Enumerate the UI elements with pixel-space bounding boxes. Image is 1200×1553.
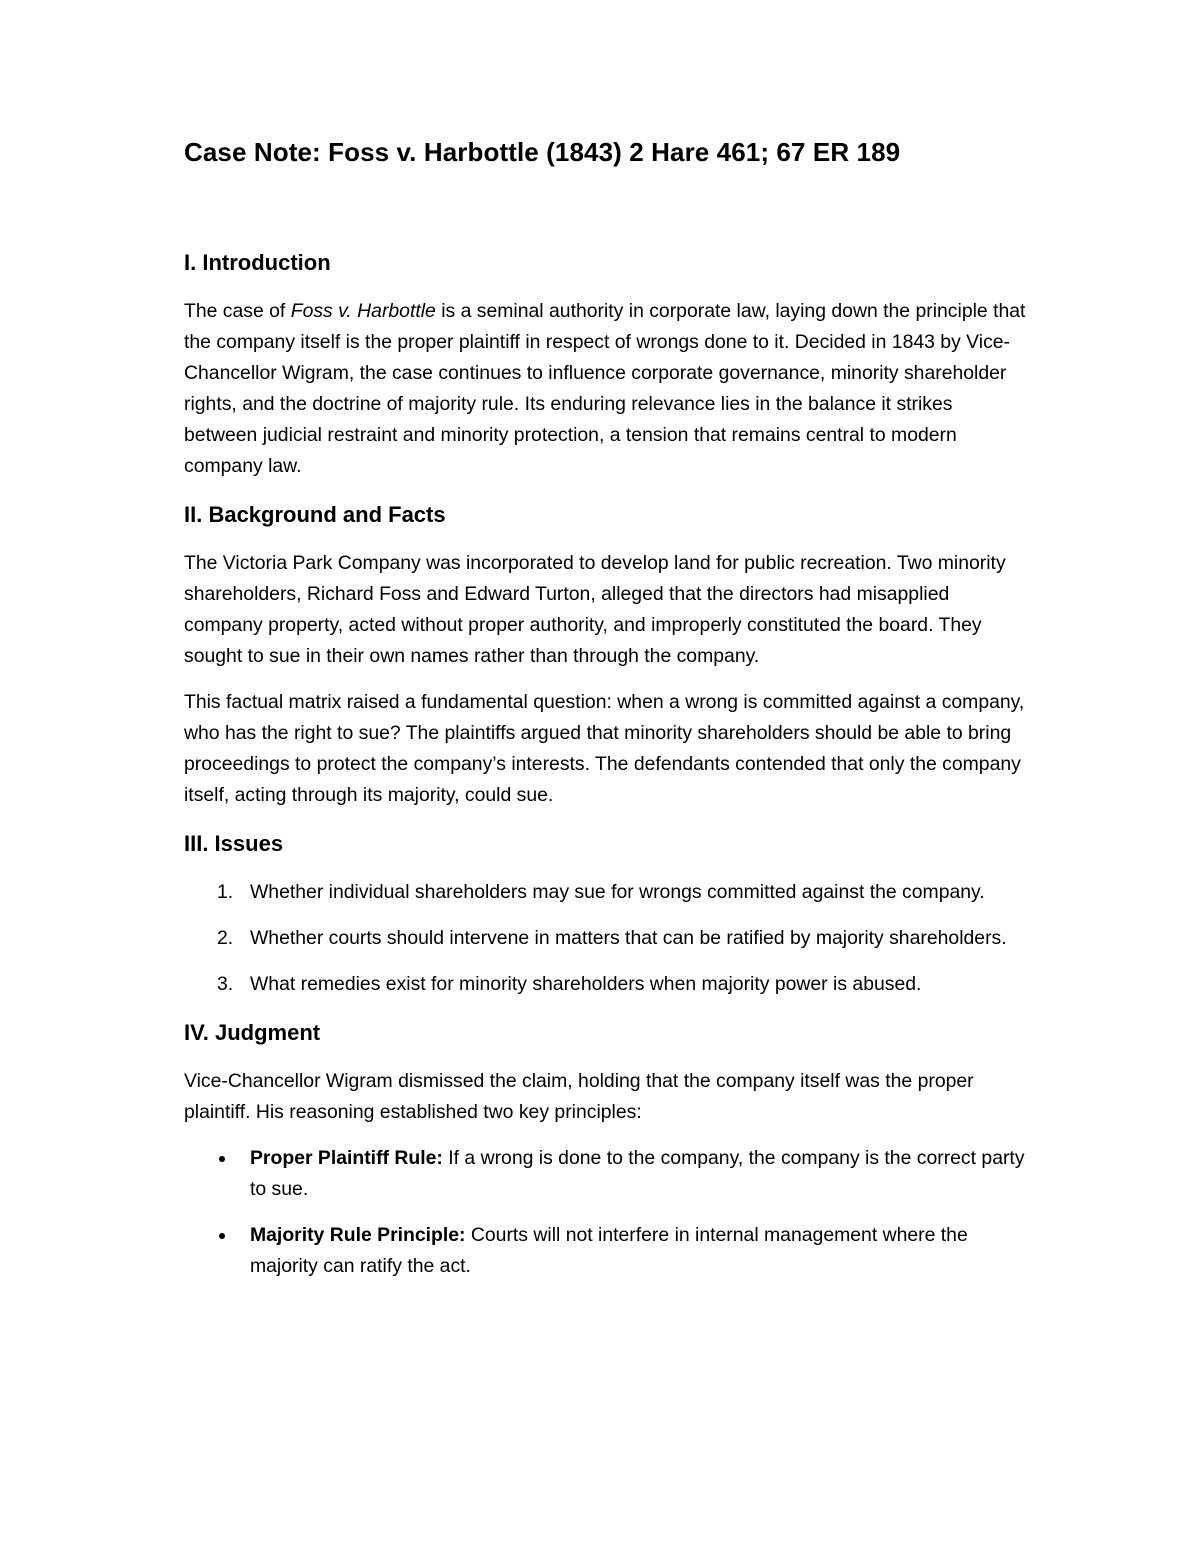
issue-item xyxy=(184,923,1029,954)
issue-text: What remedies exist for minority shareholders when majority power is abused. xyxy=(250,973,922,995)
principle-label: Majority Rule Principle: xyxy=(250,1224,466,1246)
background-paragraph-2: This factual matrix raised a fundamental question: when a wrong is committed against a company, who has the right to sue? The plaintiffs argued that minority shareholders should be able to bring proceedings to protect the company’s interests. The defendants contended that only the company itself, acting through its majority, could sue. xyxy=(184,691,1025,806)
section-heading-introduction: I. Introduction xyxy=(184,250,331,275)
issue-text: Whether courts should intervene in matters that can be ratified by majority shareholders. xyxy=(250,927,1007,949)
issue-item xyxy=(184,877,1029,908)
case-name-italic: Foss v. Harbottle xyxy=(290,300,436,322)
introduction-text-post: is a seminal authority in corporate law, laying down the principle that the company itself is the proper plaintiff in respect of wrongs done to it. Decided in 1843 by Vice-Chancellor Wigram, the case continues to influence corporate governance, minority shareholder rights, and the doctrine of majority rule. Its enduring relevance lies in the balance it strikes between judicial restraint and minority protection, a tension that remains central to modern company law. xyxy=(184,300,1026,477)
document-title: Case Note: Foss v. Harbottle (1843) 2 Hare 461; 67 ER 189 xyxy=(184,137,901,167)
principle-text: Courts will not interfere in internal management where the majority can ratify the act. xyxy=(250,1224,968,1277)
principle-item xyxy=(184,1143,1029,1205)
background-paragraph-1: The Victoria Park Company was incorporated to develop land for public recreation. Two minority shareholders, Richard Foss and Edward Turton, alleged that the directors had misapplied company property, acted without proper authority, and improperly constituted the board. They sought to sue in their own names rather than through the company. xyxy=(184,552,1006,667)
principle-item xyxy=(184,1220,1029,1282)
judgment-paragraph: Vice-Chancellor Wigram dismissed the claim, holding that the company itself was the proper plaintiff. His reasoning established two key principles: xyxy=(184,1070,974,1123)
bullet-icon xyxy=(219,1156,225,1162)
issue-item xyxy=(184,969,1029,1000)
issue-number: 2. xyxy=(217,927,234,949)
principle-label: Proper Plaintiff Rule: xyxy=(250,1147,443,1169)
section-heading-background: II. Background and Facts xyxy=(184,502,446,527)
section-heading-judgment: IV. Judgment xyxy=(184,1020,321,1045)
judgment-principles-list xyxy=(184,1143,1029,1282)
issues-list xyxy=(184,877,1029,1000)
principle-text: If a wrong is done to the company, the company is the correct party to sue. xyxy=(250,1147,1025,1200)
issue-number: 1. xyxy=(217,881,234,903)
introduction-paragraph xyxy=(184,296,1029,482)
issue-text: Whether individual shareholders may sue for wrongs committed against the company. xyxy=(250,881,985,903)
bullet-icon xyxy=(219,1233,225,1239)
document-page xyxy=(184,136,1029,1282)
introduction-text-pre: The case of xyxy=(184,300,291,322)
section-heading-issues: III. Issues xyxy=(184,831,284,856)
issue-number: 3. xyxy=(217,973,234,995)
